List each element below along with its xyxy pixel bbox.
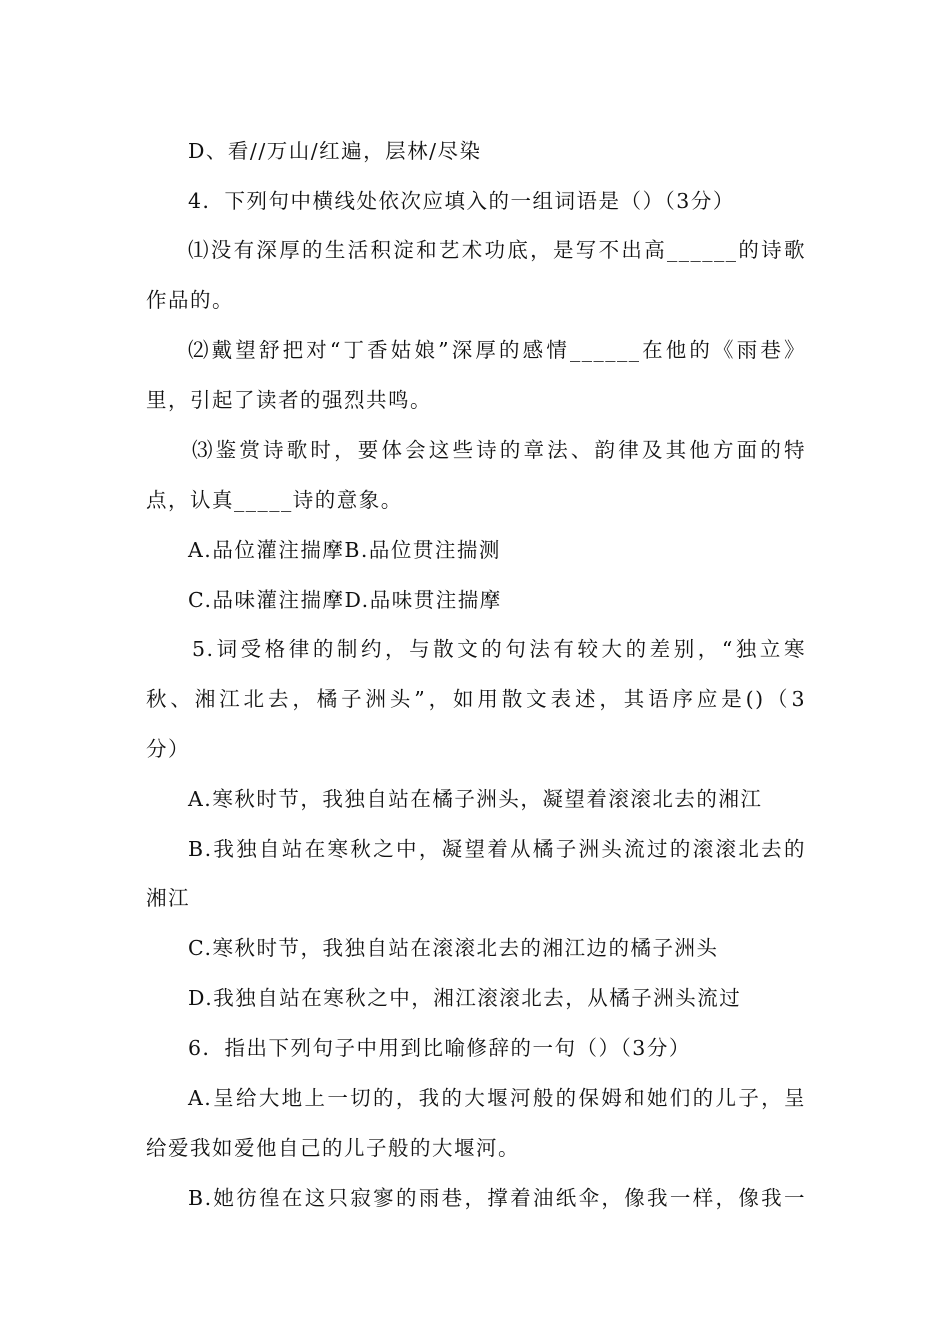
question-5-option-b-cont: 湘江	[146, 886, 190, 910]
question-4-sentence-2-cont: 里，引起了读者的强烈共鸣。	[146, 388, 432, 412]
question-6-option-b: B.她彷徨在这只寂寥的雨巷，撑着油纸伞，像我一样，像我一	[188, 1186, 806, 1210]
question-5-option-b: B.我独自站在寒秋之中，凝望着从橘子洲头流过的滚滚北去的	[188, 837, 806, 861]
question-5-stem-end: 分）	[146, 737, 190, 761]
question-4-sentence-3-cont: 点，认真_____诗的意象。	[146, 488, 403, 512]
question-6-option-a-cont: 给爱我如爱他自己的儿子般的大堰河。	[146, 1136, 520, 1160]
question-6-stem: 6．指出下列句子中用到比喻修辞的一句（）（3分）	[188, 1036, 691, 1060]
question-4-sentence-1: ⑴没有深厚的生活积淀和艺术功底，是写不出高______的诗歌	[188, 238, 806, 262]
option-d-line: D、看//万山/红遍，层林/尽染	[188, 139, 482, 163]
question-5-stem: 5.词受格律的制约，与散文的句法有较大的差别，“独立寒	[192, 637, 806, 661]
question-5-option-c: C.寒秋时节，我独自站在滚滚北去的湘江边的橘子洲头	[188, 936, 719, 960]
question-5-option-d: D.我独自站在寒秋之中，湘江滚滚北去，从橘子洲头流过	[188, 986, 742, 1010]
question-4-sentence-3: ⑶鉴赏诗歌时，要体会这些诗的章法、韵律及其他方面的特	[192, 438, 806, 462]
question-4-sentence-2: ⑵戴望舒把对“丁香姑娘”深厚的感情______在他的《雨巷》	[188, 338, 806, 362]
question-4-sentence-1-cont: 作品的。	[146, 288, 234, 312]
question-5-stem-cont: 秋、湘江北去，橘子洲头”，如用散文表述，其语序应是()（3	[146, 687, 806, 711]
question-4-options-ab: A.品位灌注揣摩B.品位贯注揣测	[188, 538, 501, 562]
question-4-options-cd: C.品味灌注揣摩D.品味贯注揣摩	[188, 588, 502, 612]
question-4-stem: 4．下列句中横线处依次应填入的一组词语是（）（3分）	[188, 189, 735, 213]
question-5-option-a: A.寒秋时节，我独自站在橘子洲头，凝望着滚滚北去的湘江	[188, 787, 763, 811]
question-6-option-a: A.呈给大地上一切的，我的大堰河般的保姆和她们的儿子，呈	[188, 1086, 806, 1110]
